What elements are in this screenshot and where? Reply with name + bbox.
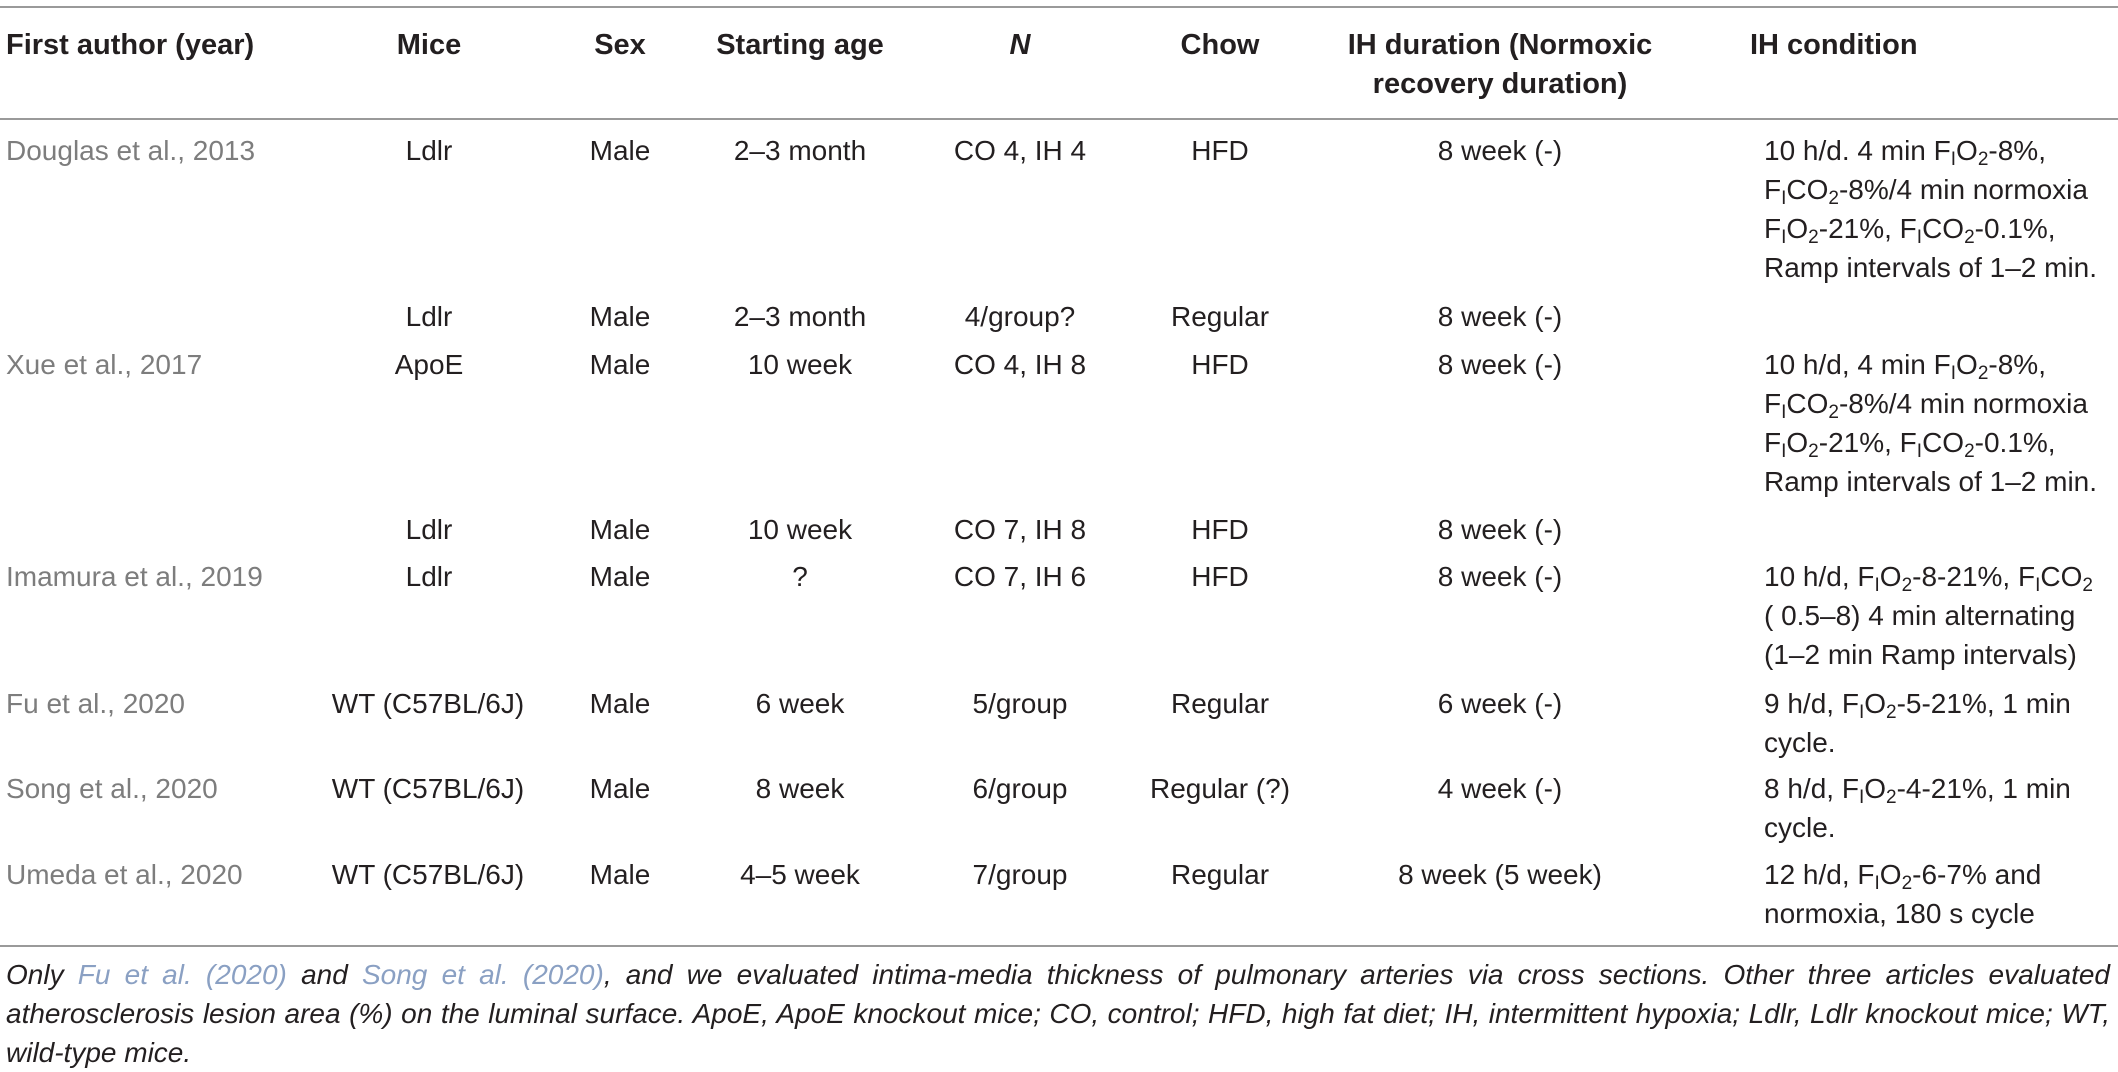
cell-sex: Male <box>589 514 651 545</box>
cell-mice: WT (C57BL/6J) <box>331 859 525 890</box>
cell-starting-age: 6 week <box>755 688 845 719</box>
cell-ih-condition: 10 h/d, $F_IO_2-8-21\%$, $F_ICO_2$ ( 0.5–8) 4 min alternating (1–2 min Ramp intervals) <box>1764 561 2093 670</box>
header-first-author: First author (year) <box>6 29 255 61</box>
cell-n: 7/group <box>972 859 1068 890</box>
cell-ih-condition: 10 h/d, 4 $\min F_IO_2-8\%$, $F_ICO_2-8\%/4$ min normoxia $F_IO_2-21\%$, $F_ICO_2-0.1\%$, Ramp intervals of 1–2 min. <box>1764 349 2098 497</box>
header-chow: Chow <box>1180 29 1260 61</box>
cell-n: 4/group? <box>964 301 1076 332</box>
cell-n: CO 7, IH 6 <box>953 561 1087 592</box>
citation-link-song[interactable]: Song et al. (2020) <box>361 959 604 990</box>
header-starting-age: Starting age <box>716 29 884 61</box>
cell-starting-age: 2–3 month <box>733 301 867 332</box>
cell-mice: Ldlr <box>405 301 453 332</box>
cell-ih-duration: 8 week (-) <box>1437 135 1563 166</box>
cell-ih-condition: 9 h/d, $F_IO_2-5-21\%$, 1 min cycle. <box>1764 688 2071 758</box>
cell-ih-condition: 8 h/d, $F_IO_2-4-21\%$, 1 min cycle. <box>1764 773 2071 843</box>
table-top-rule <box>0 6 2118 8</box>
header-ih-condition: IH condition <box>1750 29 1918 61</box>
cell-sex: Male <box>589 135 651 166</box>
cell-ih-condition: 10 h/d. 4 $\min F_IO_2-8\%$, $F_ICO_2-8\%/4$ min normoxia $F_IO_2-21\%$, $F_ICO_2-0.1\%$, Ramp intervals of 1–2 min. <box>1764 135 2098 283</box>
cell-author: Douglas et al., 2013 <box>6 135 256 166</box>
cell-chow: HFD <box>1191 514 1249 545</box>
table-bottom-rule <box>0 945 2118 947</box>
cell-sex: Male <box>589 301 651 332</box>
cell-starting-age: 4–5 week <box>740 859 860 890</box>
cell-sex: Male <box>589 349 651 380</box>
cell-starting-age: 8 week <box>755 773 845 804</box>
cell-mice: WT (C57BL/6J) <box>331 773 525 804</box>
cell-mice: Ldlr <box>405 514 453 545</box>
cell-ih-duration: 8 week (-) <box>1437 349 1563 380</box>
cell-n: 5/group <box>972 688 1068 719</box>
cell-chow: Regular <box>1170 688 1270 719</box>
citation-link-fu[interactable]: Fu et al. (2020) <box>77 959 287 990</box>
cell-mice: ApoE <box>394 349 464 380</box>
cell-author: Imamura et al., 2019 <box>6 561 263 592</box>
cell-sex: Male <box>589 859 651 890</box>
cell-sex: Male <box>589 561 651 592</box>
cell-chow: HFD <box>1191 135 1249 166</box>
table-header-rule <box>0 118 2118 120</box>
cell-starting-age: ? <box>792 561 808 592</box>
cell-author: Xue et al., 2017 <box>6 349 203 380</box>
cell-n: CO 4, IH 8 <box>953 349 1087 380</box>
cell-starting-age: 2–3 month <box>733 135 867 166</box>
cell-sex: Male <box>589 688 651 719</box>
cell-chow: Regular <box>1170 859 1270 890</box>
cell-chow: HFD <box>1191 349 1249 380</box>
cell-ih-condition: 12 h/d, $F_IO_2-6-7\%$ and normoxia, 180 s cycle <box>1764 859 2042 929</box>
cell-mice: WT (C57BL/6J) <box>331 688 525 719</box>
table-footnote: Only Fu et al. (2020) and Song et al. (2020), and we evaluated intima-media thickness of pulmonary arteries via cross sections. Other three articles evaluated atherosclerosis lesion area (%) on the luminal surface. ApoE, ApoE knockout mice; CO, control; HFD, high fat diet; IH, intermittent hypoxia; Ldlr, Ldlr knockout mice; WT, wild-type mice. <box>6 959 2110 1068</box>
header-ih-duration <box>1320 26 1680 104</box>
header-ih-duration-line1: IH duration (Normoxic <box>1347 29 1653 61</box>
cell-author: Umeda et al., 2020 <box>6 859 243 890</box>
header-ih-duration-line2: recovery duration) <box>1372 68 1628 100</box>
cell-chow: Regular <box>1170 301 1270 332</box>
cell-ih-duration: 8 week (-) <box>1437 514 1563 545</box>
cell-chow: HFD <box>1191 561 1249 592</box>
cell-n: 6/group <box>972 773 1068 804</box>
cell-ih-duration: 8 week (-) <box>1437 301 1563 332</box>
header-mice: Mice <box>396 29 462 61</box>
cell-starting-age: 10 week <box>747 514 853 545</box>
cell-sex: Male <box>589 773 651 804</box>
cell-starting-age: 10 week <box>747 349 853 380</box>
cell-mice: Ldlr <box>405 561 453 592</box>
header-sex: Sex <box>594 29 646 61</box>
cell-ih-duration: 8 week (5 week) <box>1398 859 1602 890</box>
cell-n: CO 4, IH 4 <box>953 135 1087 166</box>
cell-chow: Regular (?) <box>1149 773 1291 804</box>
cell-mice: Ldlr <box>405 135 453 166</box>
cell-n: CO 7, IH 8 <box>953 514 1087 545</box>
cell-ih-duration: 8 week (-) <box>1437 561 1563 592</box>
cell-ih-duration: 6 week (-) <box>1437 688 1563 719</box>
header-n: N <box>1009 29 1031 61</box>
cell-author: Fu et al., 2020 <box>6 688 186 719</box>
cell-author: Song et al., 2020 <box>6 773 218 804</box>
cell-ih-duration: 4 week (-) <box>1437 773 1563 804</box>
